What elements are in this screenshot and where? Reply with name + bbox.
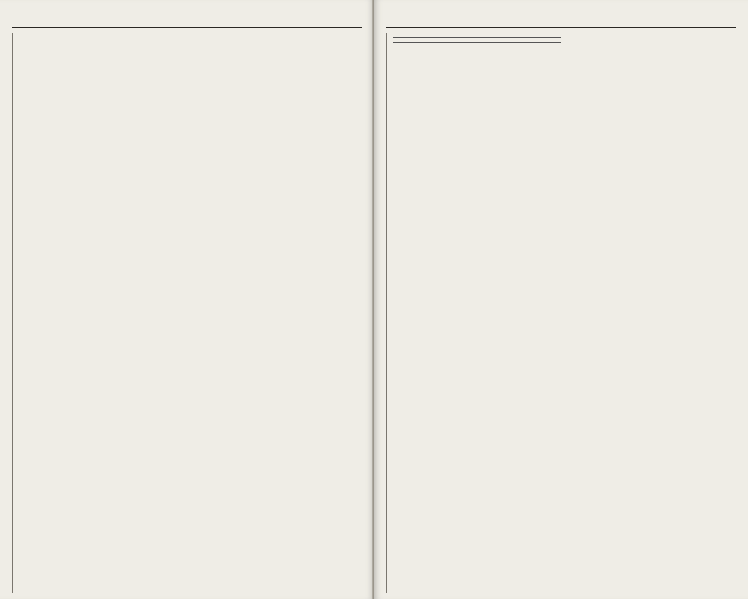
right-page-columns (386, 33, 736, 593)
section-heading (393, 37, 561, 43)
left-page-left-column (12, 33, 187, 593)
left-page-header (12, 8, 362, 28)
right-page-header (386, 8, 736, 28)
right-page (374, 0, 748, 599)
right-page-left-column (386, 33, 561, 593)
right-page-right-column (569, 33, 737, 593)
left-page-columns (12, 33, 362, 593)
left-page-right-column (195, 33, 363, 593)
